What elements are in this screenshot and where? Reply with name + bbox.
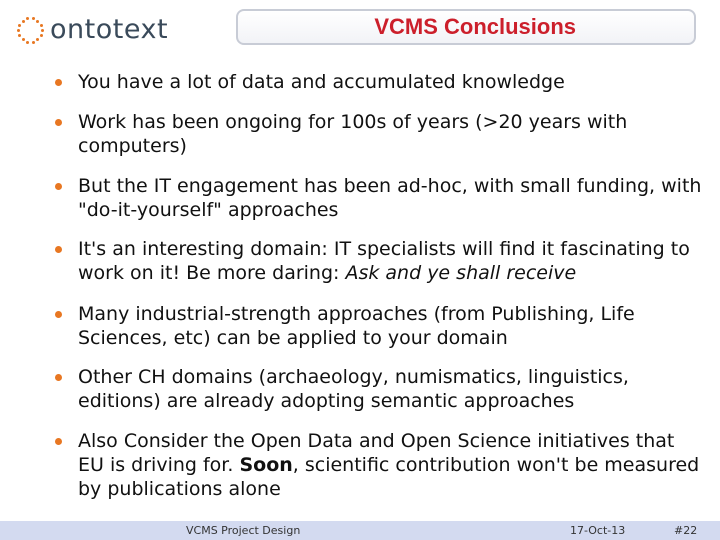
bullet-text: Many industrial-strength approaches (from Publishing, Life Sciences, etc) can be applied to your domain [78,303,635,349]
logo-dot [41,29,44,32]
bullet-dot-icon [55,246,62,253]
bullet-text: Other CH domains (archaeology, numismatics, linguistics, editions) are already adopting semantic approaches [78,366,629,412]
logo-dot [22,20,25,23]
logo-dot [18,34,21,37]
bullet-item-5 [54,302,704,350]
bullet-text: Also Consider the Open Data and Open Science initiatives that EU is driving for. [78,430,675,476]
footer-date: 17-Oct-13 [570,524,626,537]
bullet-text: It's an interesting domain: IT specialists will find it fascinating to work on it! Be more daring: [78,238,690,284]
logo-dot [26,41,29,44]
bullet-dot-icon [55,438,62,445]
bullet-dot-icon [55,374,62,381]
logo-dot [26,17,29,20]
logo-dot [40,34,43,37]
logo-dot [40,24,43,27]
bullet-text-after: , scientific contribution won't be measured by publications alone [78,454,700,500]
ontotext-logo [14,14,168,46]
logo-dot [32,41,35,44]
title-box [236,9,696,45]
page-title: VCMS Conclusions [374,14,576,39]
logo-dot [32,17,35,20]
bullet-item-1 [54,70,704,94]
bullet-dot-icon [55,183,62,190]
footer-project: VCMS Project Design [186,524,301,537]
bullet-text: But the IT engagement has been ad-hoc, with small funding, with "do-it-yourself" approaches [78,175,702,221]
logo-text: ontotext [50,14,169,45]
bullet-emphasis: Ask and ye shall receive [345,262,577,284]
bullet-dot-icon [55,311,62,318]
logo-dot [36,38,39,41]
footer-page-number: #22 [674,524,698,537]
bullet-text: You have a lot of data and accumulated knowledge [78,71,565,93]
bullet-dot-icon [55,119,62,126]
logo-dot [36,20,39,23]
bullet-item-7 [54,429,704,501]
footer-bar [0,521,720,540]
logo-dot [17,29,20,32]
bullet-text: Work has been ongoing for 100s of years (>20 years with computers) [78,111,628,157]
bullet-item-2 [54,110,704,158]
bullet-item-4 [54,237,704,285]
bullet-strong: Soon [239,454,293,476]
bullet-dot-icon [55,79,62,86]
bullet-item-3 [54,174,704,222]
logo-dot [22,38,25,41]
dotted-circle-logo-icon [14,14,46,46]
logo-dot [18,24,21,27]
bullet-item-6 [54,365,704,413]
